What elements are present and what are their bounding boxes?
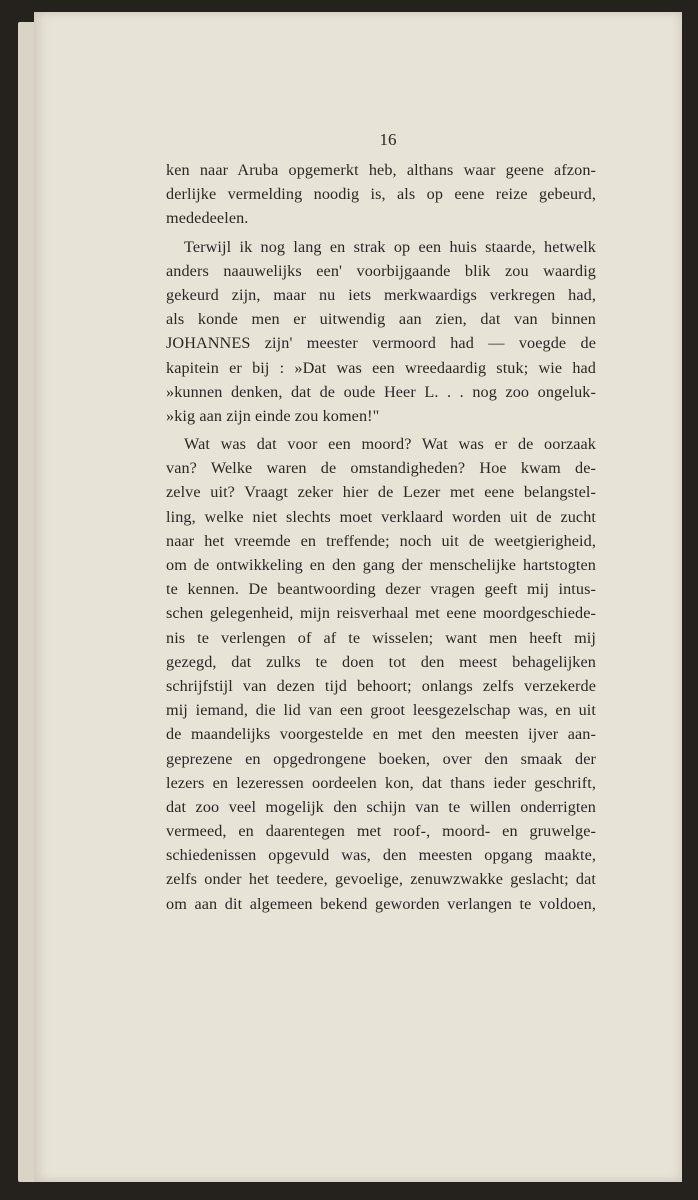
text-line: zelve uit? Vraagt zeker hier de Lezer met eene belangstel- — [166, 483, 596, 502]
page-number: 16 — [379, 130, 397, 149]
text-line: schrijfstijl van dezen tijd behoort; onlangs zelfs verzekerde — [166, 676, 596, 695]
text-line: kapitein er bij : »Dat was een wreedaardig stuk; wie had — [166, 358, 596, 377]
text-line: gezegd, dat zulks te doen tot den meest behagelijken — [166, 652, 596, 671]
paragraph — [166, 158, 596, 231]
text-line: om de ontwikkeling en den gang der menschelijke hartstogten — [166, 556, 596, 574]
text-line: »kunnen denken, dat de oude Heer L. . . nog zoo ongeluk- — [166, 382, 596, 401]
text-line: de maandelijks voorgestelde en met den meesten ijver aan- — [166, 725, 596, 744]
text-line: te kennen. De beantwoording dezer vragen geeft mij intus- — [166, 580, 596, 599]
text-line: als konde men er uitwendig aan zien, dat van binnen — [166, 310, 596, 329]
text-line: schiedenissen opgevuld was, den meesten opgang maakte, — [166, 846, 596, 865]
text-line: van? Welke waren de omstandigheden? Hoe kwam de- — [166, 459, 596, 478]
text-line: Wat was dat voor een moord? Wat was er de oorzaak — [184, 435, 596, 454]
text-line: zelfs onder het teedere, gevoelige, zenuwzwakke geslacht; dat — [166, 870, 596, 889]
paragraph — [166, 235, 596, 429]
text-line: nis te verlengen of af te wisselen; want men heeft mij — [166, 628, 596, 647]
text-line: ken naar Aruba opgemerkt heb, althans waar geene afzon- — [166, 161, 596, 179]
text-line: lezers en lezeressen oordeelen kon, dat thans ieder geschrift, — [166, 773, 596, 792]
paragraph — [166, 432, 596, 916]
body-text — [166, 158, 596, 916]
text-line: ling, welke niet slechts moet verklaard worden uit de zucht — [166, 507, 596, 526]
text-line: om aan dit algemeen bekend geworden verlangen te voldoen, — [166, 894, 596, 913]
text-line: dat zoo veel mogelijk den schijn van te willen onderrigten — [166, 797, 596, 816]
text-line: schen gelegenheid, mijn reisverhaal met eene moordgeschiede- — [166, 604, 596, 623]
text-line: »kig aan zijn einde zou komen!" — [166, 406, 380, 425]
text-line: vermeed, en daarentegen met roof-, moord- en gruwelge- — [166, 822, 596, 841]
text-line: geprezene en opgedrongene boeken, over den smaak der — [166, 749, 596, 768]
text-line: Terwijl ik nog lang en strak op een huis staarde, hetwelk — [184, 237, 596, 256]
text-line: naar het vreemde en treffende; noch uit de weetgierigheid, — [166, 531, 596, 550]
text-line: mij iemand, die lid van een groot leesgezelschap was, en uit — [166, 701, 596, 720]
text-line: mededeelen. — [166, 209, 249, 228]
text-line: anders naauwelijks een' voorbijgaande blik zou waardig — [166, 261, 596, 280]
text-line: derlijke vermelding noodig is, als op eene reize gebeurd, — [166, 185, 596, 204]
text-line: JOHANNES zijn' meester vermoord had — voegde de — [166, 334, 596, 353]
text-line: gekeurd zijn, maar nu iets merkwaardigs verkregen had, — [166, 285, 596, 304]
